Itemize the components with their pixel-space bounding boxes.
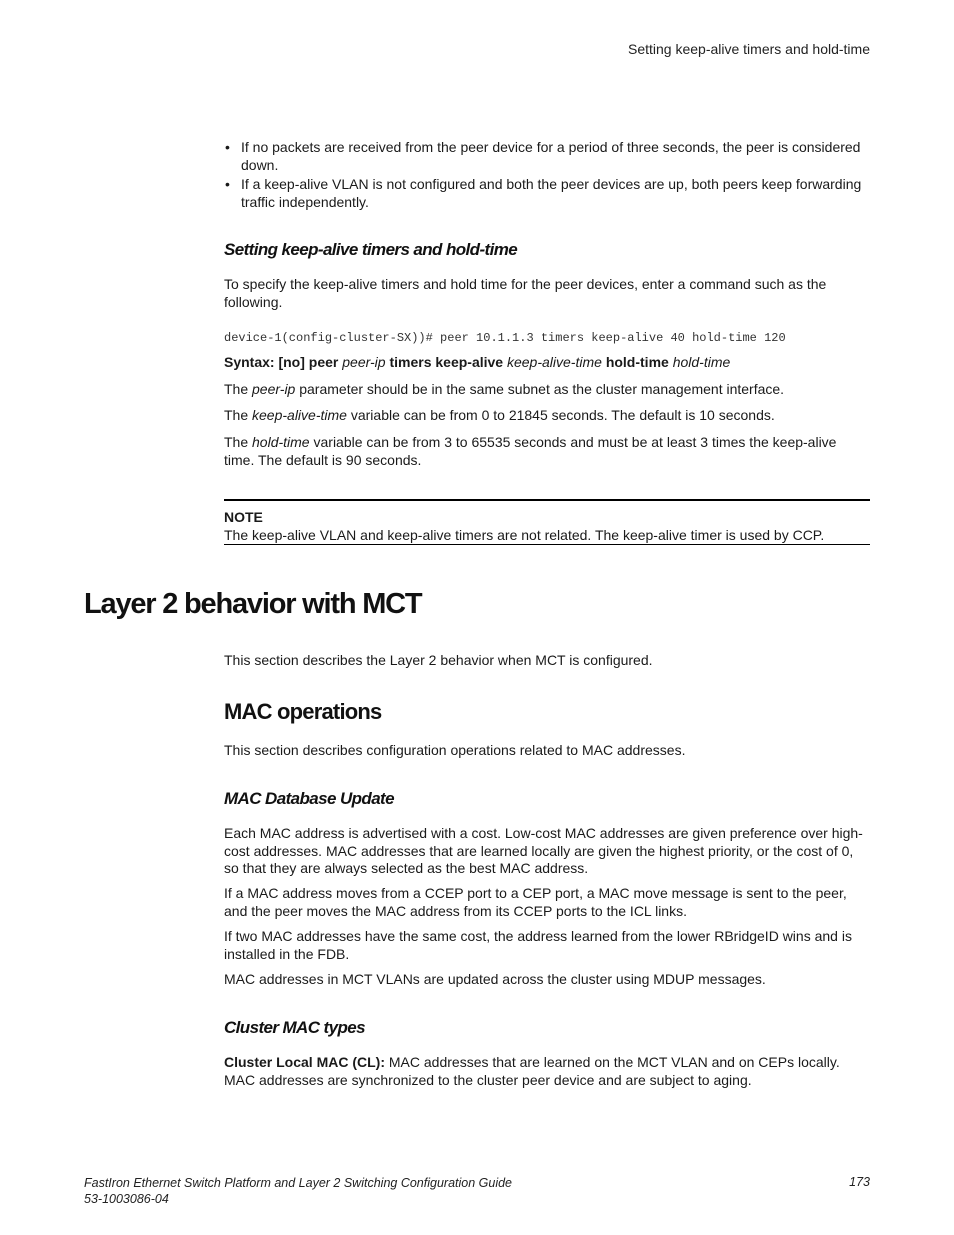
bullet-text: If a keep-alive VLAN is not configured and both the peer devices are up, both peers keep forwarding traffic independently. (241, 176, 862, 210)
mac-db-paragraph: If two MAC addresses have the same cost, the address learned from the lower RBridgeID wins and is installed in the FDB. (224, 928, 852, 962)
bullet-glyph: • (225, 176, 230, 192)
cluster-local-mac-paragraph (224, 1054, 870, 1089)
syntax-label: Syntax: [no] peer (224, 354, 339, 370)
bullet-list (224, 139, 870, 211)
note-bottom-rule (224, 544, 870, 545)
bullet-glyph: • (225, 139, 230, 155)
paragraph-text: The (224, 434, 249, 450)
mac-db-paragraph: If a MAC address moves from a CCEP port to a CEP port, a MAC move message is sent to the peer, and the peer moves the MAC address from its CCEP ports to the ICL links. (224, 885, 847, 919)
mac-db-update-heading: MAC Database Update (224, 789, 394, 808)
list-item (224, 176, 870, 211)
cluster-local-mac-text: MAC addresses that are learned on the MCT VLAN and on CEPs locally. MAC addresses are synchronized to the cluster peer device and are subject to aging. (224, 1054, 840, 1088)
cluster-local-mac-term: Cluster Local MAC (CL): (224, 1054, 385, 1070)
syntax-keyword-timers: timers keep-alive (389, 354, 504, 370)
term-hold-time: hold-time (252, 434, 310, 450)
mac-db-paragraph: Each MAC address is advertised with a cost. Low-cost MAC addresses are given preference over high-cost addresses. MAC addresses that are learned locally are given the highest priority, or the cost of 0, so that they are always selected as the best MAC address. (224, 825, 863, 876)
footer (84, 1175, 512, 1207)
list-item (224, 139, 870, 174)
note-text: The keep-alive VLAN and keep-alive timers are not related. The keep-alive timer is used by CCP. (224, 526, 825, 543)
page-number: 173 (849, 1175, 870, 1189)
term-peer-ip: peer-ip (252, 381, 296, 397)
note-top-rule (224, 499, 870, 501)
cluster-mac-types-heading: Cluster MAC types (224, 1018, 365, 1037)
syntax-param-peer-ip: peer-ip (342, 354, 386, 370)
note-label: NOTE (224, 509, 263, 525)
layer2-intro: This section describes the Layer 2 behavior when MCT is configured. (224, 652, 653, 668)
running-header: Setting keep-alive timers and hold-time (627, 41, 870, 57)
command-example: device-1(config-cluster-SX))# peer 10.1.1.3 timers keep-alive 40 hold-time 120 (224, 331, 786, 345)
footer-doc-title: FastIron Ethernet Switch Platform and Layer 2 Switching Configuration Guide (84, 1176, 512, 1190)
keepalive-time-paragraph (224, 407, 870, 425)
paragraph-text: The (224, 381, 249, 397)
bullet-list-container (224, 139, 870, 213)
layer2-heading: Layer 2 behavior with MCT (84, 588, 422, 620)
syntax-param-keepalive-time: keep-alive-time (506, 354, 602, 370)
hold-time-paragraph (224, 434, 870, 469)
bullet-text: If no packets are received from the peer device for a period of three seconds, the peer is considered down. (241, 139, 861, 173)
peer-ip-paragraph (224, 381, 870, 399)
footer-doc-number: 53-1003086-04 (84, 1192, 169, 1206)
paragraph-text: parameter should be in the same subnet as the cluster management interface. (299, 381, 785, 397)
mac-operations-heading: MAC operations (224, 699, 382, 724)
term-keepalive-time: keep-alive-time (252, 407, 347, 423)
mac-operations-intro: This section describes configuration operations related to MAC addresses. (224, 742, 686, 758)
keepalive-intro: To specify the keep-alive timers and hold time for the peer devices, enter a command such as the following. (224, 276, 827, 310)
syntax-line (224, 354, 870, 372)
keepalive-heading: Setting keep-alive timers and hold-time (224, 240, 518, 259)
note-block (224, 509, 870, 544)
mac-db-paragraph: MAC addresses in MCT VLANs are updated across the cluster using MDUP messages. (224, 971, 766, 987)
syntax-keyword-hold-time: hold-time (605, 354, 669, 370)
paragraph-text: variable can be from 3 to 65535 seconds and must be at least 3 times the keep-alive time. The default is 90 seconds. (224, 434, 837, 468)
syntax-param-hold-time: hold-time (672, 354, 731, 370)
paragraph-text: The (224, 407, 249, 423)
paragraph-text: variable can be from 0 to 21845 seconds. The default is 10 seconds. (350, 407, 775, 423)
